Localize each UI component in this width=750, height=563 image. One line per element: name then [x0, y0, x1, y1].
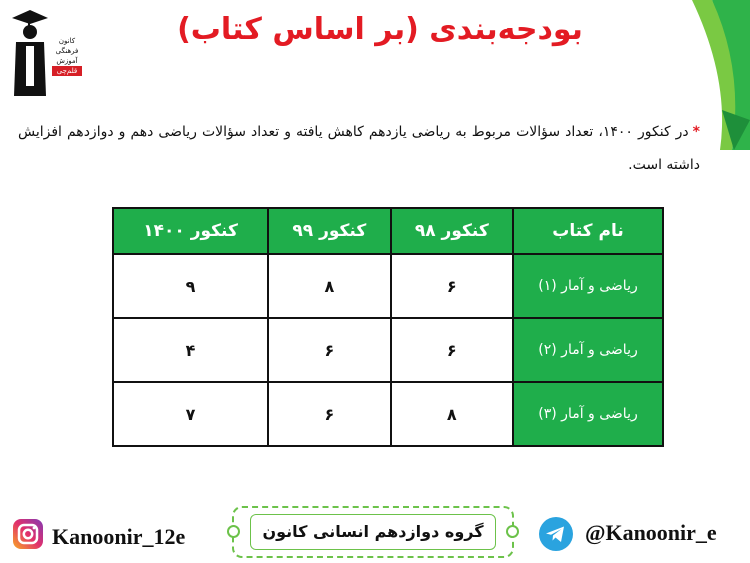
logo-text: کانون فرهنگی آموزش قلم‌چی	[52, 36, 82, 76]
table-row	[113, 382, 663, 446]
header-k1400: کنکور ۱۴۰۰	[113, 208, 268, 254]
telegram-handle[interactable]: @Kanoonir_e	[585, 520, 717, 545]
cell-k1400: ۴	[113, 318, 268, 382]
intro-text: در کنکور ۱۴۰۰، تعداد سؤالات مربوط به ریاضی یازدهم کاهش یافته و تعداد سؤالات ریاضی دهم و دوازدهم افزایش داشته است.	[18, 124, 700, 173]
cell-k1400: ۷	[113, 382, 268, 446]
page-title: بودجه‌بندی (بر اساس کتاب)	[177, 12, 583, 47]
cell-k99: ۶	[268, 318, 390, 382]
cell-k99: ۸	[268, 254, 390, 318]
row-book: ریاضی و آمار (۱)	[513, 254, 663, 318]
telegram-icon[interactable]	[538, 516, 574, 552]
instagram-handle[interactable]: Kanoonir_12e	[52, 524, 186, 549]
cell-k98: ۶	[391, 254, 513, 318]
group-label-box	[232, 506, 514, 558]
cell-k98: ۸	[391, 382, 513, 446]
kanoon-logo	[8, 6, 79, 102]
dot-right	[506, 525, 519, 538]
instagram-icon[interactable]	[12, 518, 44, 550]
table-header-row	[113, 208, 663, 254]
budget-table	[112, 207, 664, 447]
intro-paragraph	[18, 116, 700, 182]
dot-left	[227, 525, 240, 538]
cell-k99: ۶	[268, 382, 390, 446]
row-book: ریاضی و آمار (۳)	[513, 382, 663, 446]
cell-k1400: ۹	[113, 254, 268, 318]
group-label: گروه دوازدهم انسانی کانون	[250, 514, 496, 550]
header-k99: کنکور ۹۹	[268, 208, 390, 254]
asterisk-icon: *	[692, 124, 700, 140]
table-row	[113, 318, 663, 382]
header-k98: کنکور ۹۸	[391, 208, 513, 254]
cell-k98: ۶	[391, 318, 513, 382]
graduate-icon	[8, 6, 52, 102]
row-book: ریاضی و آمار (۲)	[513, 318, 663, 382]
header-book: نام کتاب	[513, 208, 663, 254]
table-row	[113, 254, 663, 318]
